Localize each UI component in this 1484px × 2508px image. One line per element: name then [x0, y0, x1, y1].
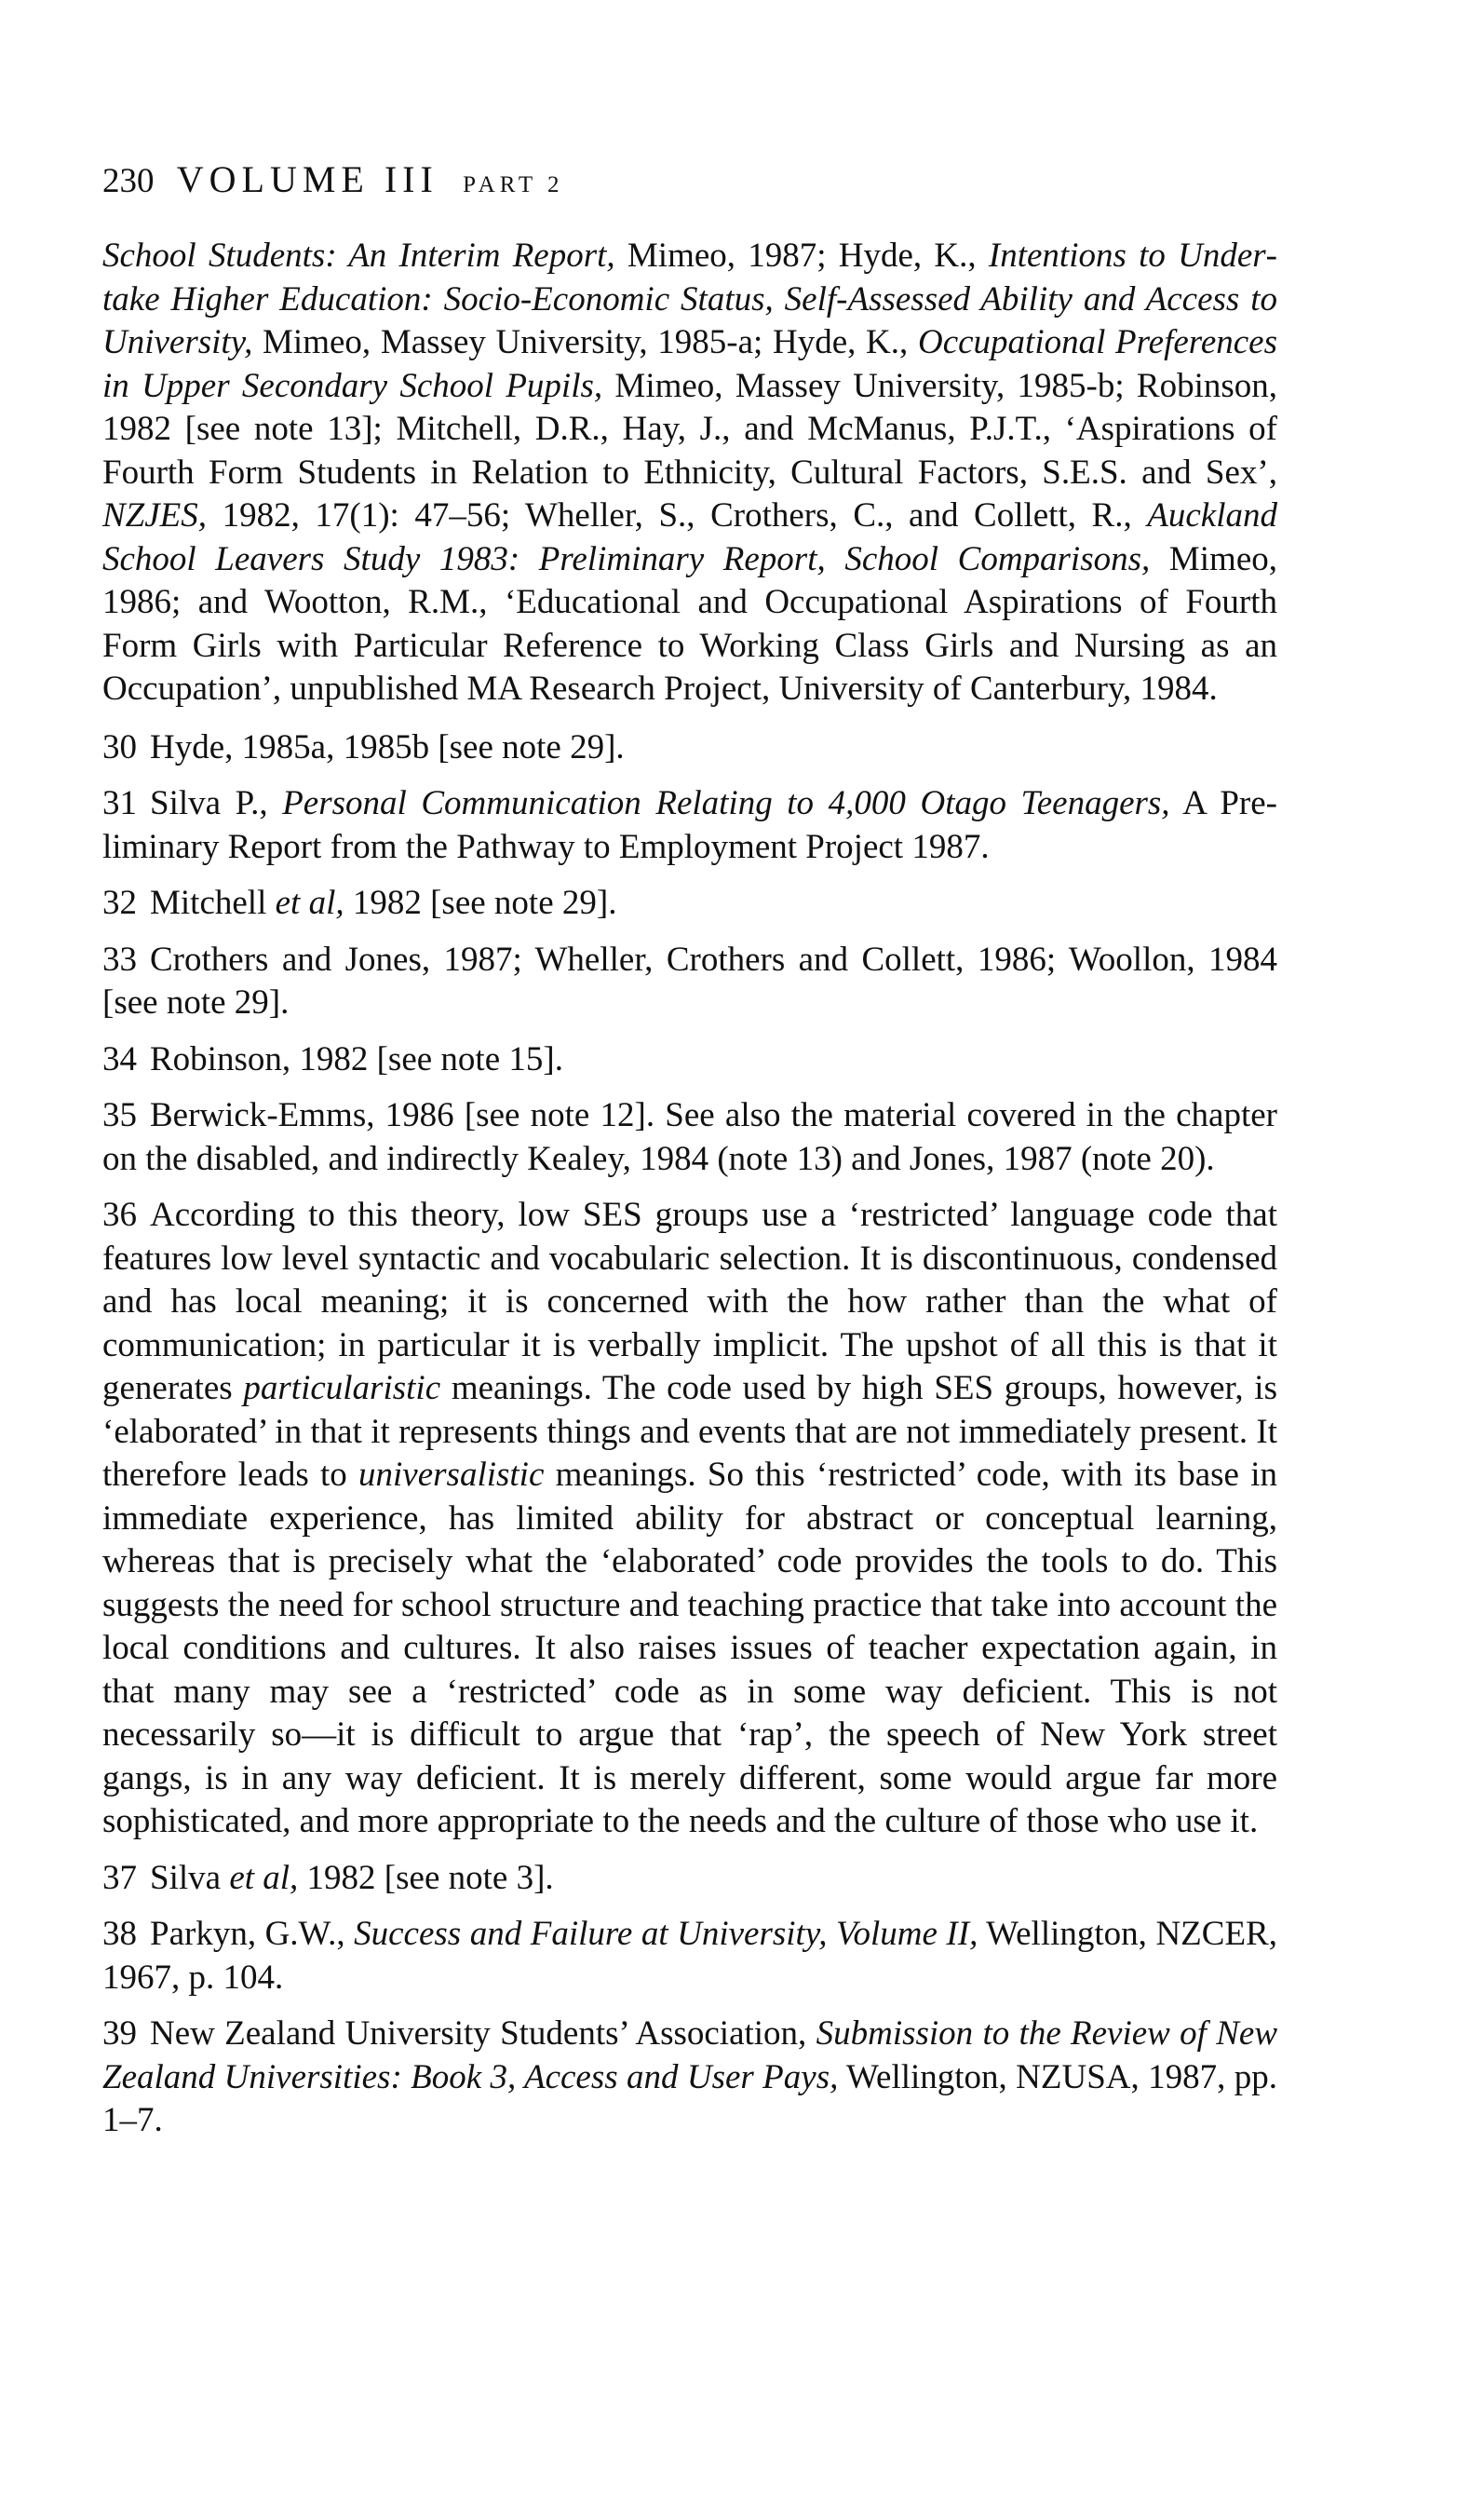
endnote-38: [102, 1913, 1277, 2000]
italic-text: Success and Failure at University, Volume II,: [354, 1915, 978, 1953]
text-run: A Preliminary Report from the Pathway to Employment Project 1987.: [102, 784, 1277, 866]
text-run: Crothers and Jones, 1987; Wheller, Crothers and Collett, 1986; Woollon, 1984 [see note 29].: [102, 940, 1277, 1022]
text-run: Mimeo, 1986; and Wootton, R.M., ‘Educational and Occupational Aspirations of Fourth Form Girls with Particular Reference to Working Class Girls and Nursing as an Occupation’, unpublished MA Research Project, University of Canterbury, 1984.: [102, 539, 1277, 708]
italic-text: et al,: [229, 1858, 299, 1897]
text-run: Mimeo, 1987; Hyde, K.,: [614, 237, 989, 275]
endnote-number: 37: [102, 1858, 137, 1897]
text-run: Silva P.,: [150, 784, 283, 822]
italic-text: School Students: An Interim Report,: [102, 237, 615, 275]
text-run: Hyde, 1985a, 1985b [see note 29].: [150, 727, 625, 766]
text-run: meanings. So this ‘restricted’ code, with its base in immediate experience, has limited ability for abstract or conceptual learning, whereas that is precisely what the ‘elaborated’ code provides the tools to do. This suggests the need for school structure and teaching practice that take into account the local conditions and cultures. It also raises issues of teacher expectation again, in that many may see a ‘restricted’ code as in some way deficient. This is not necessarily so—it is difficult to argue that ‘rap’, the speech of New York street gangs, is in any way deficient. It is merely different, some would argue far more sophisticated, and more appropriate to the needs and the culture of those who use it.: [102, 1456, 1277, 1840]
text-run: Silva: [150, 1858, 230, 1897]
text-run: Wellington, NZUSA, 1987, pp. 1–7.: [102, 2057, 1277, 2139]
text-run: Berwick-Emms, 1986 [see note 12]. See also the material covered in the chapter on the disabled, and indirectly Kealey, 1984 (note 13) and Jones, 1987 (note 20).: [102, 1096, 1277, 1178]
text-run: 1982, 17(1): 47–56; Wheller, S., Crothers, C., and Collett, R.,: [207, 496, 1148, 535]
page-number: 230: [102, 162, 155, 200]
text-run: According to this theory, low SES groups use a ‘restricted’ language code that features low level syntactic and vocabularic selection. It is discontinuous, condensed and has local meaning; it is concerned with the how rather than the what of communication; in particular it is verbally implicit. The upshot of all this is that it generates: [102, 1196, 1277, 1407]
italic-text: Auckland School Leavers Study 1983: Preliminary Report, School Comparisons,: [102, 496, 1277, 578]
italic-text: particularistic: [243, 1369, 441, 1407]
text-run: 1982 [see note 3].: [298, 1858, 554, 1897]
endnotes-list: [102, 235, 1277, 2143]
endnote-number: 39: [102, 2014, 137, 2053]
endnote-number: 34: [102, 1039, 137, 1078]
volume-label: VOLUME III: [176, 158, 438, 200]
endnote-number: 31: [102, 784, 137, 822]
endnote-34: [102, 1038, 1277, 1082]
text-run: New Zealand University Students’ Association,: [150, 2014, 816, 2053]
text-run: Robinson, 1982 [see note 15].: [150, 1039, 563, 1078]
endnote-33: [102, 939, 1277, 1025]
text-run: Parkyn, G.W.,: [150, 1915, 355, 1953]
endnote-32: [102, 882, 1277, 926]
page: [102, 158, 1277, 2156]
italic-text: et al,: [275, 884, 344, 922]
italic-text: Intentions to Undertake Higher Education: Socio-Economic Status, Self-Assessed Ability and Access to University,: [102, 237, 1277, 361]
endnote-continuation: [102, 235, 1277, 712]
text-run: 1982 [see note 29].: [344, 884, 617, 922]
endnote-number: 38: [102, 1915, 137, 1953]
running-head: [102, 158, 1277, 207]
endnote-number: 36: [102, 1196, 137, 1234]
italic-text: Personal Communication Relating to 4,000 Otago Teenagers,: [282, 784, 1170, 822]
endnote-number: 32: [102, 884, 137, 922]
endnote-number: 33: [102, 940, 137, 979]
italic-text: Submission to the Review of New Zealand Universities: Book 3, Access and User Pays,: [102, 2014, 1277, 2096]
text-run: Mimeo, Massey University, 1985-a; Hyde, K.,: [252, 323, 918, 361]
endnote-35: [102, 1094, 1277, 1181]
endnote-30: [102, 726, 1277, 770]
endnote-39: [102, 2013, 1277, 2143]
endnote-31: [102, 782, 1277, 869]
italic-text: Occupational Preferences in Upper Secondary School Pupils,: [102, 323, 1277, 405]
text-run: Mimeo, Massey University, 1985-b; Robinson, 1982 [see note 13]; Mitchell, D.R., Hay, J., and McManus, P.J.T., ‘Aspirations of Fourth Form Students in Relation to Ethnicity, Cultural Factors, S.E.S. and Sex’,: [102, 366, 1277, 492]
italic-text: NZJES,: [102, 496, 208, 535]
endnote-number: 30: [102, 727, 137, 766]
endnote-number: 35: [102, 1096, 137, 1134]
part-label: PART 2: [463, 172, 564, 197]
endnote-36: [102, 1194, 1277, 1844]
text-run: meanings. The code used by high SES groups, however, is ‘elaborated’ in that it represents things and events that are not immediately present. It therefore leads to: [102, 1369, 1277, 1494]
text-run: Wellington, NZCER, 1967, p. 104.: [102, 1915, 1277, 1997]
text-run: Mitchell: [150, 884, 276, 922]
italic-text: universalistic: [358, 1456, 545, 1494]
endnote-37: [102, 1857, 1277, 1901]
